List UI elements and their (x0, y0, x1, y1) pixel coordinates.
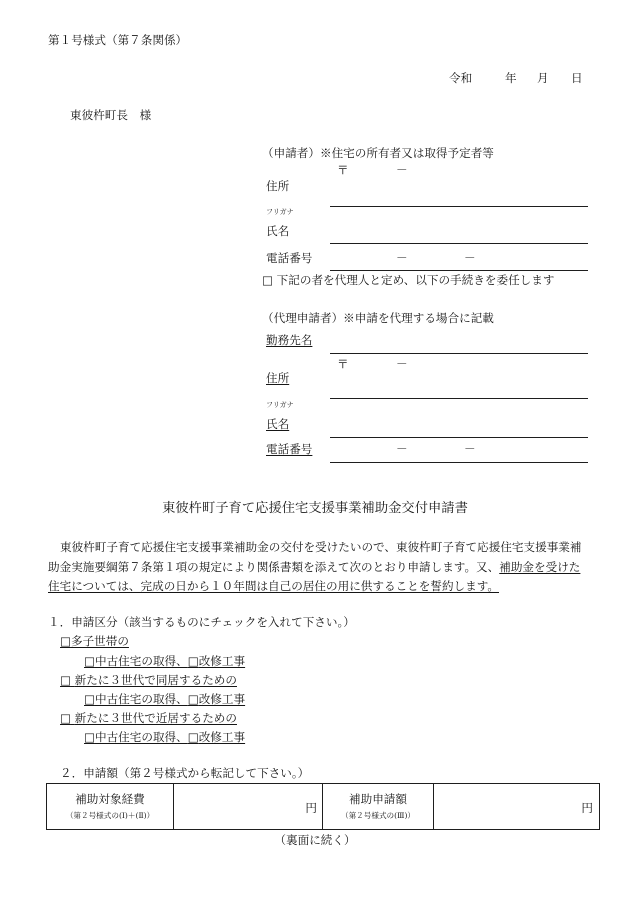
date-day-field[interactable] (550, 70, 570, 85)
phone-dash: － (464, 442, 476, 456)
statement-pledge-start: 補助金を受けた (499, 560, 581, 574)
checkbox-cohabit-renovation[interactable]: □ (187, 692, 199, 706)
date-month-field[interactable] (518, 70, 536, 85)
checkbox-multi-child-used-house[interactable]: □ (84, 654, 95, 668)
option-label: 改修工事 (198, 730, 246, 744)
requested-amount-label-cell (323, 784, 434, 830)
proxy-address-label: 住所 (266, 371, 290, 385)
category-multi-child-options (84, 655, 245, 667)
category-three-generation-cohabit (60, 674, 237, 686)
applicant-address-label: 住所 (266, 179, 290, 193)
category-cohabit-options (84, 693, 245, 705)
checkbox-multi-child-household[interactable]: □ (60, 634, 71, 648)
applicant-name-field[interactable] (330, 210, 588, 244)
phone-dash: － (396, 442, 408, 456)
proxy-heading: （代理申請者）※申請を代理する場合に記載 (262, 311, 494, 325)
section-1-heading: １．申請区分（該当するものにチェックを入れて下さい。） (48, 615, 355, 629)
applicant-address-field[interactable] (330, 179, 588, 207)
requested-amount-yen-unit: 円 (581, 801, 593, 815)
checkbox-nearby-used-house[interactable]: □ (84, 730, 95, 744)
statement-line-2 (48, 561, 580, 573)
date-day-label: 日 (571, 71, 583, 85)
delegation-text: 下記の者を代理人と定め、以下の手続きを委任します (276, 273, 555, 287)
proxy-address-field[interactable] (330, 372, 588, 399)
proxy-name-label: 氏名 (266, 417, 290, 431)
amount-row (47, 784, 600, 830)
statement-line-1: 東彼杵町子育て応援住宅支援事業補助金の交付を受けたいので、東彼杵町子育て応援住宅支援事業補 (60, 540, 582, 554)
checkbox-cohabit-used-house[interactable]: □ (84, 692, 95, 706)
applicant-phone-label: 電話番号 (266, 251, 313, 265)
checkbox-multi-child-renovation[interactable]: □ (187, 654, 199, 668)
eligible-cost-yen-unit: 円 (305, 801, 317, 815)
date-year-field[interactable] (476, 70, 504, 85)
date-era: 令和 (449, 71, 473, 85)
option-label: 中古住宅の取得、 (94, 654, 188, 668)
proxy-name-field[interactable] (330, 403, 588, 438)
proxy-postal-code-field[interactable] (330, 358, 450, 372)
requested-amount-label: 補助申請額 (349, 792, 407, 806)
statement-line-2-text: 助金実施要綱第７条第１項の規定により関係書類を添えて次のとおり申請します。又、 (48, 560, 500, 574)
requested-amount-field[interactable] (434, 784, 600, 830)
category-multi-child-household (60, 635, 129, 647)
section-2-heading: ２．申請額（第２号様式から転記して下さい。） (60, 766, 310, 780)
phone-dash: － (396, 251, 408, 265)
applicant-postal-code-field[interactable] (330, 164, 450, 178)
applicant-name-label: 氏名 (266, 224, 290, 238)
option-label: 改修工事 (198, 654, 246, 668)
option-label: 中古住宅の取得、 (94, 730, 188, 744)
postal-mark: 〒 (337, 357, 349, 371)
category-three-generation-nearby (60, 712, 237, 724)
requested-amount-note: （第２号様式の(Ⅲ)） (341, 811, 415, 820)
option-label: 改修工事 (198, 692, 246, 706)
continued-on-back-note: （裏面に続く） (274, 833, 356, 847)
proxy-workplace-field[interactable] (330, 326, 588, 354)
form-number: 第１号様式（第７条関係） (48, 33, 188, 47)
checkbox-nearby-renovation[interactable]: □ (187, 730, 199, 744)
proxy-phone-label: 電話番号 (266, 442, 313, 456)
statement-pledge-line: 住宅については、完成の日から１０年間は自己の居住の用に供することを誓約します。 (48, 579, 499, 593)
category-label: 新たに３世代で近居するための (74, 711, 237, 725)
eligible-cost-note: （第２号様式の(Ⅰ)＋(Ⅱ)） (65, 811, 155, 820)
proxy-phone-field[interactable] (330, 441, 588, 463)
eligible-cost-label: 補助対象経費 (75, 792, 145, 806)
category-nearby-options (84, 731, 245, 743)
addressee: 東彼杵町長 様 (70, 108, 152, 122)
applicant-heading: （申請者）※住宅の所有者又は取得予定者等 (262, 146, 494, 160)
proxy-furigana-label: フリガナ (266, 401, 294, 409)
delegation-row (262, 274, 554, 286)
date-year-label: 年 (505, 71, 517, 85)
option-label: 中古住宅の取得、 (94, 692, 188, 706)
phone-dash: － (464, 251, 476, 265)
date-month-label: 月 (537, 71, 549, 85)
category-label: 多子世帯の (70, 634, 129, 648)
checkbox-three-generation-nearby[interactable]: □ (60, 711, 71, 725)
application-amount-table (46, 783, 600, 830)
applicant-phone-field[interactable] (330, 248, 588, 271)
document-title: 東彼杵町子育て応援住宅支援事業補助金交付申請書 (162, 501, 468, 516)
postal-dash: － (396, 163, 408, 177)
eligible-cost-label-cell (47, 784, 174, 830)
delegation-checkbox[interactable]: □ (262, 273, 273, 287)
category-label: 新たに３世代で同居するための (74, 673, 237, 687)
postal-mark: 〒 (337, 163, 349, 177)
applicant-furigana-label: フリガナ (266, 208, 294, 216)
checkbox-three-generation-cohabit[interactable]: □ (60, 673, 71, 687)
eligible-cost-amount-field[interactable] (174, 784, 323, 830)
postal-dash: － (396, 357, 408, 371)
proxy-workplace-label: 勤務先名 (266, 333, 313, 347)
